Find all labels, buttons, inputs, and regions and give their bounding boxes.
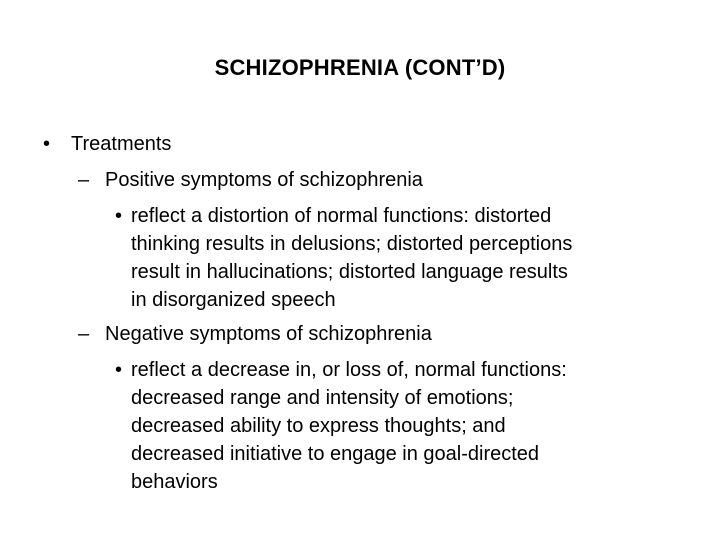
positive-description-line: result in hallucinations; distorted language results xyxy=(131,261,568,283)
positive-description-line: in disorganized speech xyxy=(131,289,336,311)
level2-dash-negative: – xyxy=(78,323,90,345)
negative-description-line: reflect a decrease in, or loss of, normal functions: xyxy=(131,359,567,381)
level2-dash-positive: – xyxy=(78,169,90,191)
level1-bullet: • xyxy=(43,133,51,155)
positive-description-line: reflect a distortion of normal functions: distorted xyxy=(131,205,552,227)
positive-symptoms-heading: Positive symptoms of schizophrenia xyxy=(105,169,423,191)
level3-bullet-negative: • xyxy=(115,359,123,381)
negative-description-line: behaviors xyxy=(131,471,218,493)
negative-symptoms-heading: Negative symptoms of schizophrenia xyxy=(105,323,432,345)
treatments-heading: Treatments xyxy=(71,133,172,155)
level3-bullet-positive: • xyxy=(115,205,123,227)
positive-description-line: thinking results in delusions; distorted perceptions xyxy=(131,233,573,255)
negative-description-line: decreased range and intensity of emotions; xyxy=(131,387,514,409)
negative-description-line: decreased ability to express thoughts; and xyxy=(131,415,506,437)
slide-title: SCHIZOPHRENIA (CONT’D) xyxy=(214,55,506,80)
negative-description-line: decreased initiative to engage in goal-directed xyxy=(131,443,540,465)
